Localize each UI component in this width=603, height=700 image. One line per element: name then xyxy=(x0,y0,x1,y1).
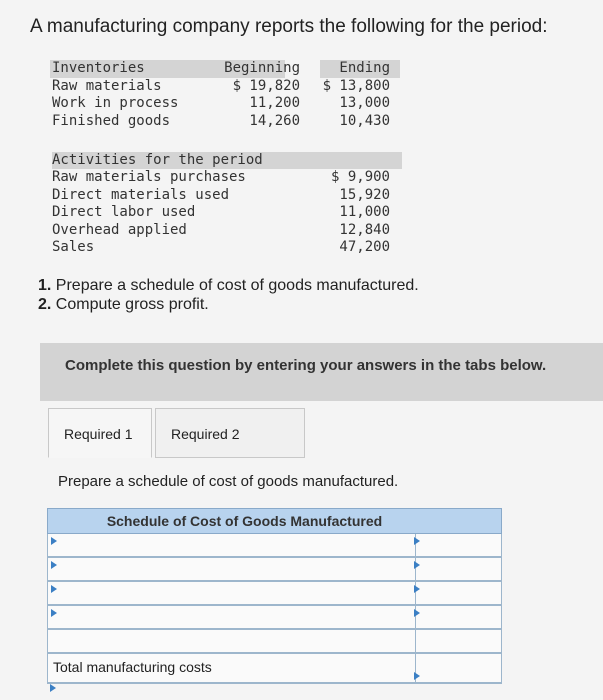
tab-required-2[interactable]: Required 2 xyxy=(155,408,305,458)
ending-value: $ 13,800 xyxy=(322,77,390,94)
amount-input[interactable] xyxy=(416,606,501,628)
amount-input[interactable] xyxy=(416,630,501,652)
input-marker-icon xyxy=(51,561,57,569)
row-label: Raw materials purchases xyxy=(52,169,246,185)
input-marker-icon xyxy=(414,609,420,617)
row-value: 47,200 xyxy=(339,239,390,255)
question-text: Compute gross profit. xyxy=(55,296,209,313)
label-input[interactable] xyxy=(48,630,416,652)
input-marker-icon xyxy=(414,672,420,680)
input-marker-icon xyxy=(414,561,420,569)
total-row xyxy=(47,654,502,684)
question-number: 1. xyxy=(38,277,52,294)
instructions-banner: Complete this question by entering your answers in the tabs below. xyxy=(40,343,603,401)
inventories-header: Inventories xyxy=(52,60,145,76)
table-row xyxy=(47,558,502,582)
input-marker-icon xyxy=(51,609,57,617)
table-row xyxy=(52,239,402,257)
question-item xyxy=(38,276,419,295)
table-row xyxy=(47,630,502,654)
beginning-value: $ 19,820 xyxy=(232,77,300,94)
beginning-value: 11,200 xyxy=(249,95,300,111)
tab-instruction: Prepare a schedule of cost of goods manufactured. xyxy=(58,473,399,490)
ending-value: 10,430 xyxy=(339,112,390,129)
label-input[interactable] xyxy=(48,606,416,628)
amount-input[interactable] xyxy=(416,582,501,604)
input-marker-icon xyxy=(51,585,57,593)
schedule-footer xyxy=(47,684,502,694)
total-label-text: Total manufacturing costs xyxy=(53,659,212,675)
total-label xyxy=(48,654,416,682)
input-marker-icon xyxy=(51,537,57,545)
row-value: 12,840 xyxy=(339,221,390,238)
amount-input[interactable] xyxy=(416,534,501,556)
beginning-value: 14,260 xyxy=(249,112,300,129)
input-marker-icon xyxy=(50,684,56,692)
question-item xyxy=(38,295,419,314)
table-row xyxy=(52,222,402,240)
problem-title: A manufacturing company reports the following for the period: xyxy=(30,16,548,37)
label-input[interactable] xyxy=(48,534,416,556)
schedule-table xyxy=(47,508,502,694)
table-row xyxy=(52,169,402,187)
row-label: Direct materials used xyxy=(52,186,230,203)
question-number: 2. xyxy=(38,296,52,313)
activities-header: Activities for the period xyxy=(52,152,402,169)
row-label: Raw materials xyxy=(52,77,162,94)
label-input[interactable] xyxy=(48,582,416,604)
label-input[interactable] xyxy=(48,558,416,580)
row-label: Work in process xyxy=(52,95,179,111)
table-row xyxy=(52,187,402,205)
ending-header: Ending xyxy=(339,60,390,76)
table-row xyxy=(47,606,502,630)
input-marker-icon xyxy=(414,585,420,593)
table-row xyxy=(47,582,502,606)
table-row xyxy=(52,204,402,222)
total-amount-input[interactable] xyxy=(416,654,501,682)
row-value: 15,920 xyxy=(339,186,390,203)
row-label: Overhead applied xyxy=(52,221,187,238)
row-label: Direct labor used xyxy=(52,204,196,220)
ending-value: 13,000 xyxy=(339,95,390,111)
row-value: 11,000 xyxy=(339,204,390,220)
tab-required-1[interactable]: Required 1 xyxy=(48,408,152,458)
amount-input[interactable] xyxy=(416,558,501,580)
row-label: Sales xyxy=(52,239,95,255)
input-marker-icon xyxy=(414,537,420,545)
question-list xyxy=(38,276,419,314)
row-value: $ 9,900 xyxy=(330,169,390,185)
activities-table xyxy=(52,152,402,257)
beginning-header: Beginning xyxy=(224,60,300,76)
row-label: Finished goods xyxy=(52,112,171,129)
table-row xyxy=(47,534,502,558)
question-text: Prepare a schedule of cost of goods manufactured. xyxy=(55,277,419,294)
schedule-title: Schedule of Cost of Goods Manufactured xyxy=(47,508,502,534)
